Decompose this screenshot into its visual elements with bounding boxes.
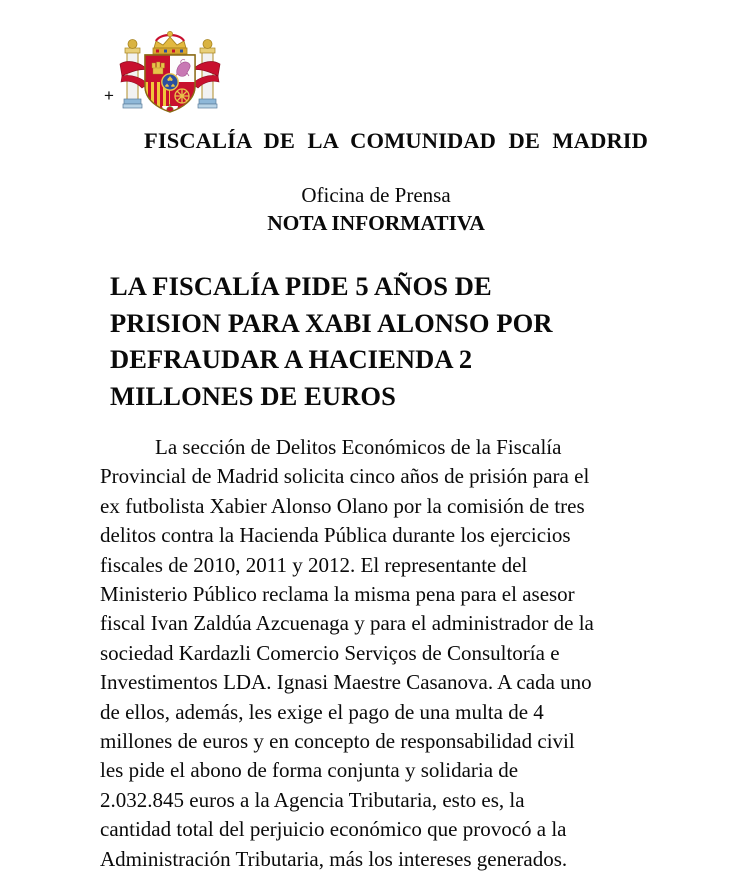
headline-line: DEFRAUDAR A HACIENDA 2 <box>110 344 473 374</box>
headline-line: PRISION PARA XABI ALONSO POR <box>110 307 553 338</box>
body-line: sociedad Kardazli Comercio Serviços de Consultoría e <box>100 640 560 665</box>
document-type-label: NOTA INFORMATIVA <box>267 211 485 235</box>
body-line: fiscal Ivan Zaldúa Azcuenaga y para el administrador de la <box>100 611 594 636</box>
body-line: les pide el abono de forma conjunta y solidaria de <box>100 758 519 783</box>
body-line: ex futbolista Xabier Alonso Olano por la comisión de tres <box>100 493 585 518</box>
body-line: de ellos, además, les exige el pago de una multa de 4 <box>100 699 544 724</box>
body-line: fiscales de 2010, 2011 y 2012. El representante del <box>100 552 528 577</box>
body-line: Administración Tributaria, más los intereses generados. <box>100 846 568 871</box>
body-line: millones de euros y en concepto de responsabilidad civil <box>100 729 575 754</box>
headline-line: MILLONES DE EUROS <box>110 380 396 411</box>
emblem-block <box>0 14 750 118</box>
body-line: Provincial de Madrid solicita cinco años de prisión para el <box>100 464 590 489</box>
body-paragraph <box>100 433 660 874</box>
body-line: Ministerio Público reclama la misma pena para el asesor <box>100 582 575 607</box>
body-line: delitos contra la Hacienda Pública durante los ejercicios <box>100 523 571 548</box>
body-line: Investimentos LDA. Ignasi Maestre Casanova. A cada uno <box>100 670 592 695</box>
body-line: cantidad total del perjuicio económico que provocó a la <box>100 817 567 842</box>
page-title <box>110 268 650 414</box>
body-line: 2.032.845 euros a la Agencia Tributaria, esto es, la <box>100 787 525 812</box>
body-line: La sección de Delitos Económicos de la Fiscalía <box>155 435 562 459</box>
coat-of-arms-spain-icon <box>118 30 222 118</box>
organization-title: FISCALÍA DE LA COMUNIDAD DE MADRID <box>144 128 648 153</box>
headline-line: LA FISCALÍA PIDE 5 AÑOS DE <box>110 271 492 301</box>
crop-mark-icon: + <box>104 86 114 105</box>
press-office-label: Oficina de Prensa <box>301 183 451 207</box>
